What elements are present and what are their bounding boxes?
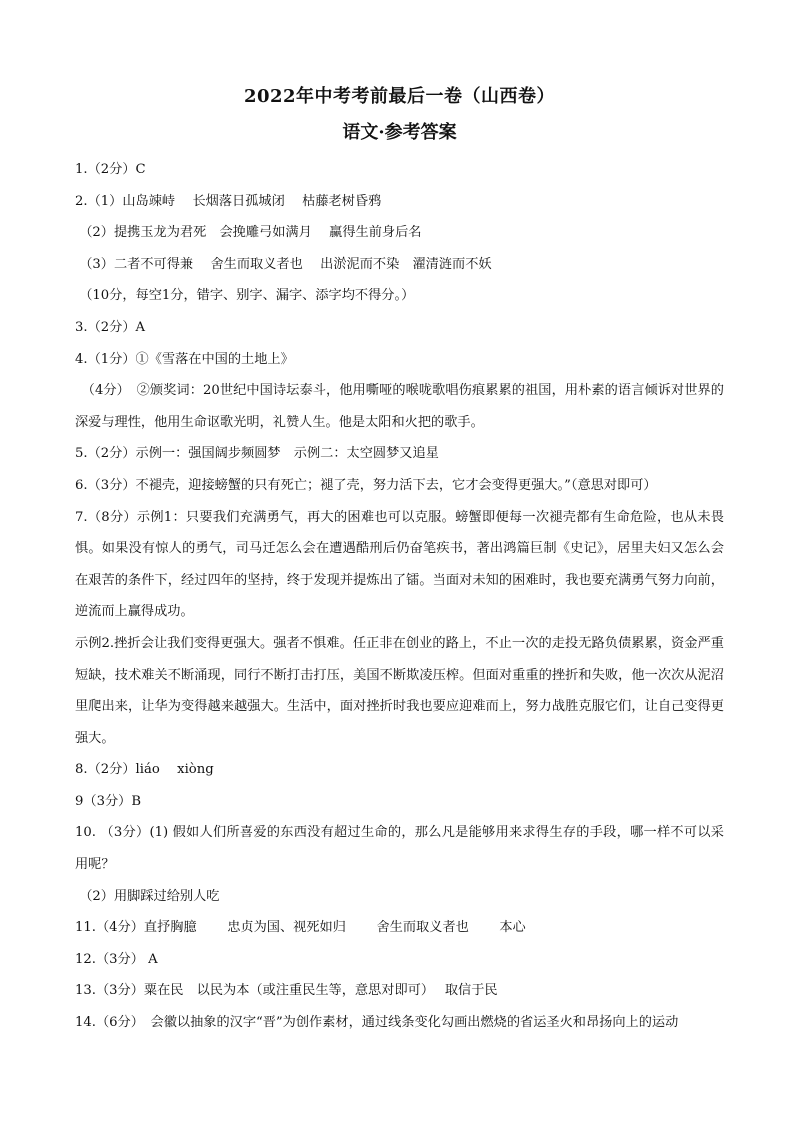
answer-line: 6.（3分）不褪壳，迎接螃蟹的只有死亡；褪了壳，努力活下去，它才会变得更强大。”（意思对即可） xyxy=(75,477,657,493)
answer-paragraph-q10: 10. （3分）(1) 假如人们所喜爱的东西没有超过生命的，那么凡是能够用来求得生存的手段，哪一样不可以采用呢？ xyxy=(75,825,724,873)
page-subtitle: 语文·参考答案 xyxy=(342,122,457,143)
answer-line: （2）提携玉龙为君死 会挽雕弓如满月 赢得生前身后名 xyxy=(75,225,422,241)
answer-line: 2.（1）山岛竦峙 长烟落日孤城闭 枯藤老树昏鸦 xyxy=(75,193,382,209)
answer-line: （3）二者不可得兼 舍生而取义者也 出淤泥而不染 濯清涟而不妖 xyxy=(75,256,492,272)
answer-line: 1.（2分）C xyxy=(75,162,146,177)
answer-line: （10分，每空1分，错字、别字、漏字、添字均不得分。） xyxy=(75,288,415,304)
answer-paragraph-q7-example1: 7.（8分）示例1：只要我们充满勇气，再大的困难也可以克服。螃蟹即便每一次褪壳都有生命危险，也从未畏惧。如果没有惊人的勇气，司马迁怎么会在遭遇酷刑后仍奋笔疾书，著出鸿篇巨制《史记》，居里夫妇又怎么会在艰苦的条件下，经过四年的坚持，终于发现并提炼出了镭。当面对未知的困难时，我也要充满勇气努力向前，逆流而上赢得成功。 xyxy=(75,509,724,620)
answer-line: 4.（1分）①《雪落在中国的土地上》 xyxy=(75,351,294,367)
answer-line: 14.（6分） 会徽以抽象的汉字“晋”为创作素材，通过线条变化勾画出燃烧的省运圣火和昂扬向上的运动 xyxy=(75,1015,679,1031)
answer-line: （2）用脚踩过给别人吃 xyxy=(75,888,220,904)
answer-line: 3.（2分）A xyxy=(75,319,146,335)
answer-paragraph-q4: （4分） ②颁奖词：20世纪中国诗坛泰斗，他用嘶哑的喉咙歌唱伤痕累累的祖国，用朴素的语言倾诉对世界的深爱与理性，他用生命讴歌光明，礼赞人生。他是太阳和火把的歌手。 xyxy=(75,383,724,430)
answer-line: 13.（3分）粟在民 以民为本（或注重民生等，意思对即可） 取信于民 xyxy=(75,983,498,999)
answer-line: 5.（2分）示例一：强国阔步频圆梦 示例二：太空圆梦又追星 xyxy=(75,446,439,462)
answer-line: 12.（3分） A xyxy=(75,951,158,967)
answer-line: 8.（2分）liáo xiòng xyxy=(75,762,214,778)
answer-paragraph-q7-example2: 示例2.挫折会让我们变得更强大。强者不惧难。任正非在创业的路上，不止一次的走投无路负债累累，资金严重短缺，技术难关不断涌现，同行不断打击打压，美国不断欺凌压榨。但面对重重的挫折和失败，他一次次从泥沼里爬出来，让华为变得越来越强大。生活中，面对挫折时我也要应迎难而上，努力战胜克服它们，让自己变得更强大。 xyxy=(75,635,724,746)
answer-list xyxy=(75,154,724,1039)
page-title: 2022年中考考前最后一卷（山西卷） xyxy=(243,86,556,107)
answer-line: 9（3分）B xyxy=(75,793,142,809)
answer-line: 11.（4分）直抒胸臆 忠贞为国、视死如归 舍生而取义者也 本心 xyxy=(75,920,526,936)
